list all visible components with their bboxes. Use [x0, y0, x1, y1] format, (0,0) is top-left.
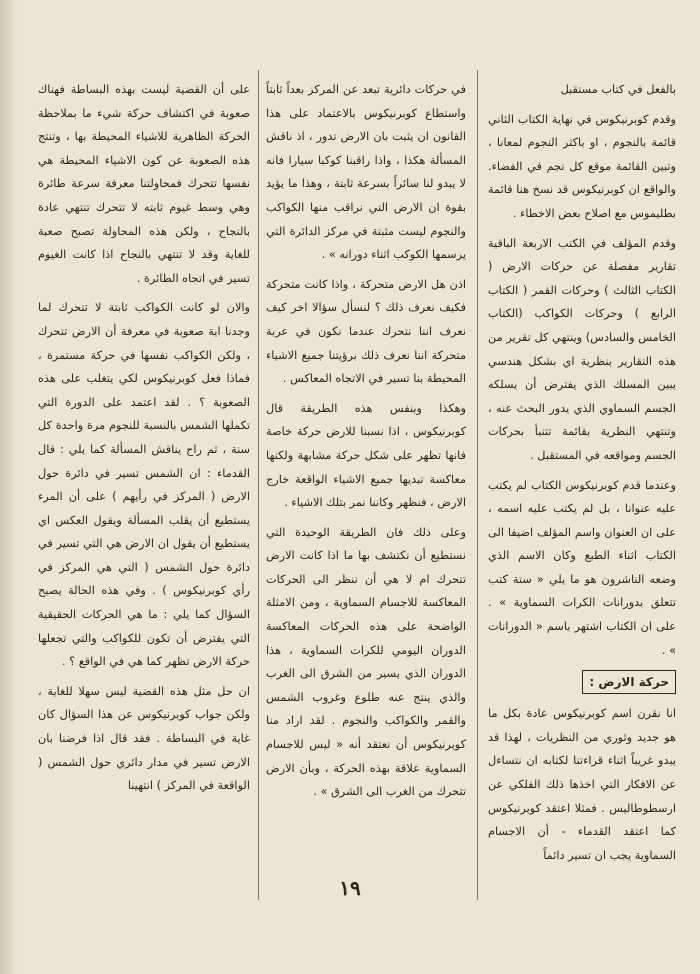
paragraph: وعندما قدم كوبرنيكوس الكتاب لم يكتب عليه عنوانا ، بل لم يكتب عليه اسمه ، على ان العنوان واسم المؤلف اضيفا الى الكتاب اثناء الطبع وكان الاسم الذي وضعه الناشرون هو ما يلي « ستة كتب تتعلق بدورانات الكرات السماوية » . على ان الكتاب اشتهر باسم « الدورانات » .	[488, 478, 676, 657]
paragraph: انا نقرن اسم كوبرنيكوس عادة بكل ما هو جديد وثوري من النظريات ، لهذا قد يبدو غريباً اثناء قراءتنا لكتابه ان نتساءل عن الافكار التي اخذها ذلك الفلكي عن ارسطوطاليس . فمثلا اعتقد كوبرنيكوس كما اعتقد القدماء - أن الاجسام السماوية يجب ان تسير دائماً	[488, 707, 676, 862]
paragraph: وهكذا وبنفس هذه الطريقة قال كوبرنيكوس ، اذا نسبنا للارض حركة خاصة فانها تظهر على شكل حركة مشابهة ولكنها معاكسة تبديها جميع الاشياء الواقعة خارج الارض ، فنظهر وكاننا نمر بتلك الاشياء .	[266, 401, 466, 510]
page-number: ١٩	[339, 876, 361, 900]
text-column-left	[38, 78, 250, 804]
text-column-right	[488, 78, 676, 873]
paragraph: وقدم المؤلف في الكتب الاربعة الباقية تقارير مفصلة عن حركات الارض ( الكتاب الثالث ) وحركات القمر ( الكتاب الرابع ) وحركات الكواكب (الكتاب الخامس والسادس) وينتهي كل تقرير من هذه التقارير بنظرية اي بشكل هندسي يبين المسلك الذي يفترض أن يسلكه الجسم السماوي الذي يدور البحث عنه ، وتنتهي النظرية بقائمة تتنبأ بحركات الجسم ومواقعه في المستقبل .	[488, 236, 676, 462]
paragraph: بالفعل في كتاب مستقبل	[560, 83, 676, 96]
paragraph: ان حل مثل هذه القضية ليس سهلا للغاية ، ولكن جواب كوبرنيكوس عن هذا السؤال كان غاية في البساطة . فقد قال اذا فرضنا بان الارض تسير في مدار دائري حول الشمس ( الواقعة في المركز ) انتهينا	[38, 684, 250, 793]
paragraph: وقدم كوبرنيكوس في نهاية الكتاب الثاني قائمة بالنجوم ، او باكثر النجوم لمعانا ، وتبين القائمة موقع كل نجم في الفضاء. والواقع ان كوبرنيكوس قد نسخ هنا قائمة بطليموس مع اصلاح بعض الاخطاء .	[488, 112, 676, 220]
column-divider-right	[477, 70, 478, 900]
section-heading: حركة الارض :	[582, 670, 676, 694]
paragraph: في حركات دائرية تبعد عن المركز بعداً ثابتاً واستطاع كوبرنيكوس بالاعتماد على هذا القانون ان يثبت بان الارض تدور ، اذ ناقش المسألة هكذا ، واذا راقبنا كوكبا سيارا فانه لا يبدو لنا سائراً بسرعة ثابتة ، وهذا ما يؤيد بقوة ان الارض التي نراقب منها الكواكب والنجوم ليست مثبتة في مركز الدائرة التي يرسمها الكوكب اثناء دورانه » .	[266, 83, 466, 262]
text-column-middle	[266, 78, 466, 810]
paragraph: على أن القضية ليست بهذه البساطة فهناك صعوبة في اكتشاف حركة شيء ما بملاحظة الحركة الظاهرية للاشياء المحيطة بها ، وتنتج هذه الصعوبة عن كون الاشياء المحيطة هي نفسها تتحرك فمحاولتنا معرفة سرعة طائرة وهي وسط غيوم ثابته لا تتحرك تنتهي عادة بالنجاح ، ولكن هذه المحاولة تصبح صعبة للغاية وقد لا تنتهي بالنجاح اذا كانت الغيوم تسير في اتجاه الطائرة .	[38, 83, 250, 285]
column-divider-left	[258, 70, 259, 900]
paragraph: والان لو كانت الكواكب ثابتة لا تتحرك لما وجدنا اية صعوبة في معرفة أن الارض تتحرك ، ولكن الكواكب نفسها في حركة مستمرة ، فماذا فعل كوبرنيكوس لكي يتغلب على هذه الصعوبة ؟ . لقد اعتمد على الدورة التي تكملها الشمس بالنسبة للنجوم مرة واحدة كل سنة ، ثم راح يناقش المسألة كما يلي : قال القدماء : ان الشمس تسير في دائرة حول الارض ( المركز في رأيهم ) على أن المرء يستطيع أن يقلب المسألة ويقول العكس اي يستطيع أن يقول ان الارض هي التي تسير في دائرة حول الشمس ( التي هي المركز في رأي كوبرنيكوس ) . وفي هذه الحالة يصبح السؤال كما يلي : ما هي الحركات الحقيقية التي يفترض أن تكون للكواكب والتي تجعلها حركة الارض تظهر كما هي في الواقع ؟ .	[38, 301, 250, 669]
paragraph: وعلى ذلك فان الطريقة الوحيدة التي نستطيع أن نكتشف بها ما اذا كانت الارض تتحرك ام لا هي أن ننظر الى الحركات المعاكسة للاجسام السماوية ، ومن الامثلة الواضحة على هذه الحركات المعاكسة الدوران اليومي للكرات السماوية ، هذا الدوران الذي يسير من الشرق الى الغرب والذي ينتج عنه طلوع وغروب الشمس والقمر والكواكب والنجوم . لقد اراد منا كوبرنيكوس أن نعتقد أنه « ليس للاجسام السماوية علاقة بهذه الحركة ، وبأن الارض تتحرك من الغرب الى الشرق » .	[266, 525, 466, 799]
paragraph: اذن هل الارض متحركة ، واذا كانت متحركة فكيف نعرف ذلك ؟ لنسأل سؤالا اخر كيف نعرف اننا نتحرك عندما نكون في عربة متحركة اننا نعرف ذلك برؤيتنا جميع الاشياء المحيطة بنا تسير في الاتجاه المعاكس .	[266, 277, 466, 386]
